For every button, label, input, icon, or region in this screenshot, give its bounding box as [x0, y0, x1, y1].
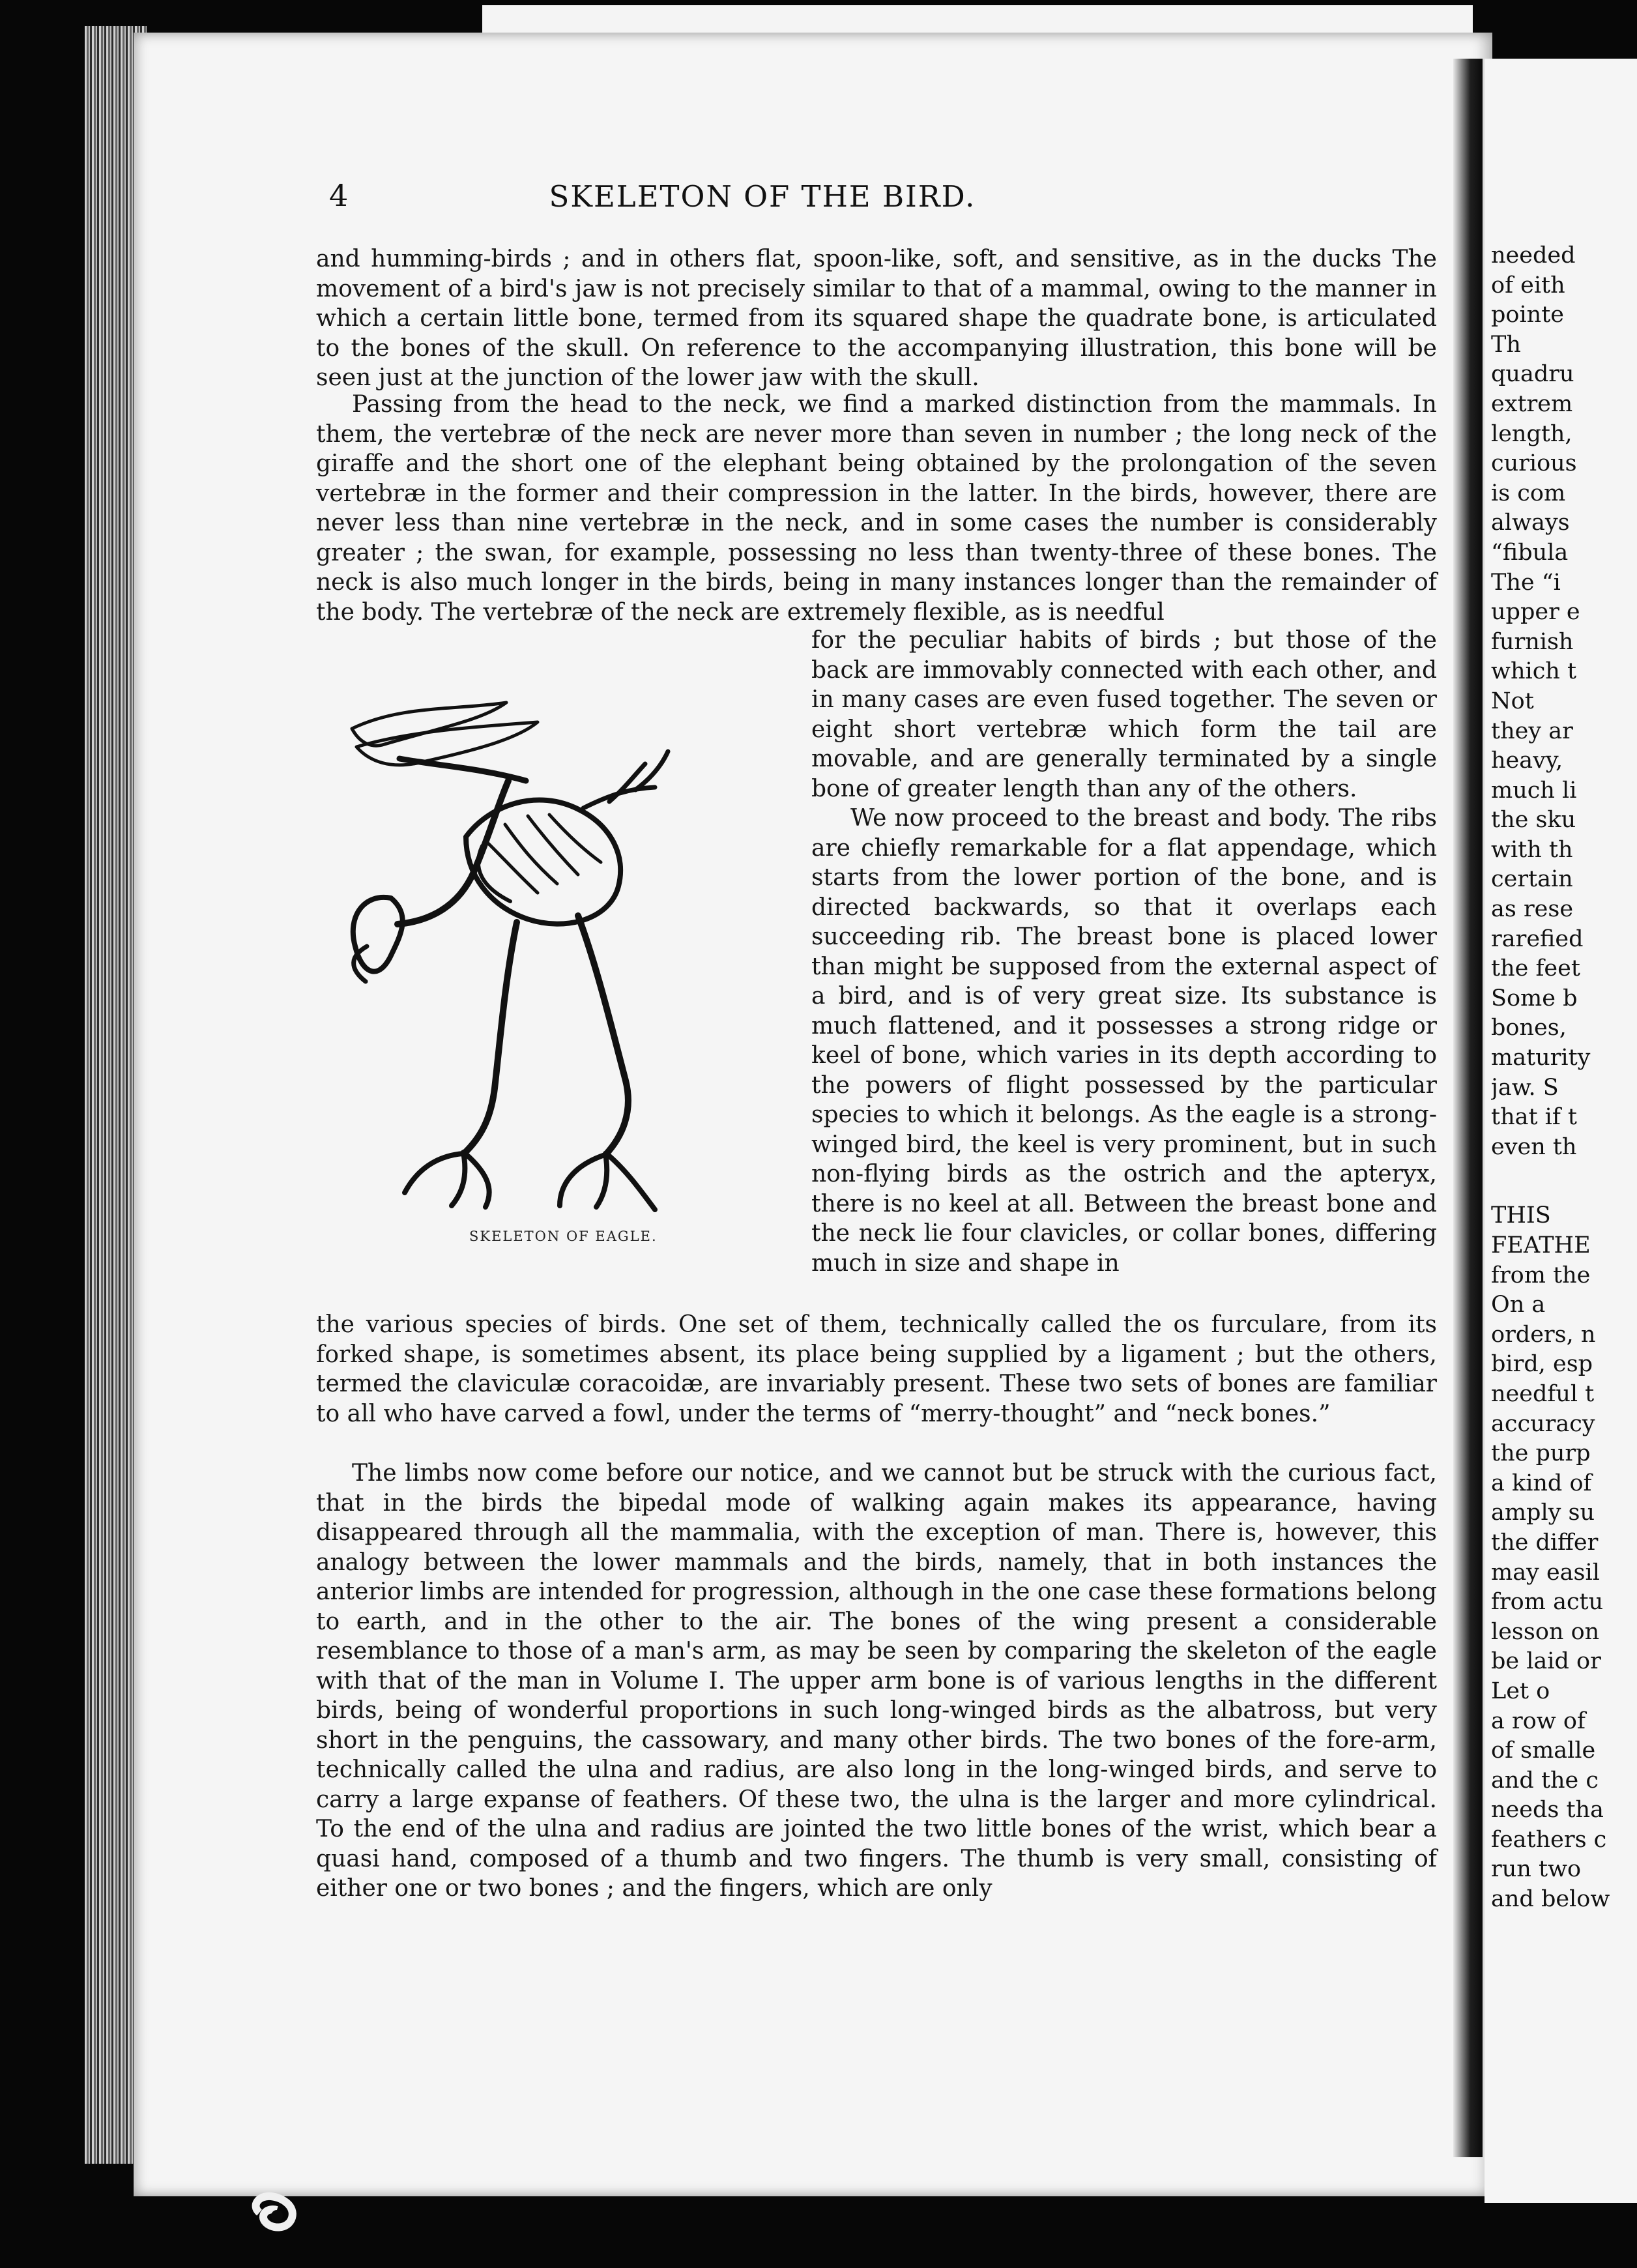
ribs: [485, 815, 601, 893]
right-page-line: upper e: [1491, 599, 1580, 626]
right-page-line: On a: [1491, 1292, 1546, 1318]
page-number: 4: [329, 178, 349, 213]
right-page-line: heavy,: [1491, 748, 1563, 774]
right-page-line: The “i: [1491, 569, 1561, 596]
right-page-line: quadru: [1491, 361, 1574, 388]
humerus-bone: [399, 759, 526, 781]
left-talon: [405, 1152, 489, 1207]
right-page-line: of eith: [1491, 272, 1565, 298]
right-page-line: maturity: [1491, 1045, 1591, 1071]
right-page-line: length,: [1491, 420, 1572, 447]
clavicles-text: the various species of birds. One set of them, technically called the os furculare, from its forked shape, is sometimes absent, its place being supplied by a ligament ; but the others, termed the claviculæ coracoidæ, are invariably present. These two sets of bones are familiar to all who have carved a fowl, under the terms of “merry-thought” and “neck bones.”: [316, 1311, 1437, 1427]
right-page-line: even th: [1491, 1133, 1577, 1160]
wrapped-text-column: [811, 626, 1437, 1278]
neck-text: Passing from the head to the neck, we find a marked distinction from the mammals. In them, the vertebræ of the neck are never more than seven in number ; the long neck of the giraffe and the short one of the elephant being obtained by the prolongation of the seven vertebræ in the former and their compression in the latter. In the birds, however, there are never less than nine vertebræ in the neck, and in some cases the number is considerably greater ; the swan, for example, possessing no less than twenty-three of these bones. The neck is also much longer in the birds, being in many instances longer than the remainder of the body. The vertebræ of the neck are extremely flexible, as is needful: [316, 391, 1437, 626]
right-page-line: they ar: [1491, 718, 1573, 744]
book-gutter: [1453, 59, 1483, 2157]
right-page-gap: [1491, 1162, 1637, 1201]
right-page-line: as rese: [1491, 896, 1574, 923]
right-page-text: [1491, 241, 1637, 1915]
right-talon: [560, 1154, 655, 1210]
right-page-line: amply su: [1491, 1500, 1595, 1526]
right-page-line: Th: [1491, 331, 1521, 358]
right-page-line: and the c: [1491, 1767, 1599, 1794]
paragraph-clavicles: [316, 1310, 1437, 1429]
right-page-line: extrem: [1491, 390, 1573, 417]
right-leg-bone: [578, 916, 628, 1155]
right-page-line: curious: [1491, 450, 1577, 477]
right-page-line: Not: [1491, 688, 1534, 714]
right-page-line: needed: [1491, 242, 1576, 269]
right-page-line: THIS: [1491, 1202, 1551, 1229]
left-leg-bone: [464, 922, 517, 1154]
right-page-line: Let o: [1491, 1678, 1550, 1704]
right-page-line: feathers c: [1491, 1826, 1607, 1853]
right-page-line: a kind of: [1491, 1470, 1592, 1496]
neck-continued-text: for the peculiar habits of birds ; but those of the back are immovably connected with each other, and in many cases are even fused together. The seven or eight short vertebræ which form the tail are movable, and are generally terminated by a single bone of greater length than any of the others.: [811, 627, 1437, 802]
opening-text: and humming-birds ; and in others flat, spoon-like, soft, and sensitive, as in the ducks The movement of a bird's jaw is not precisely similar to that of a mammal, owing to the manner in which a certain little bone, termed from its squared shape the quadrate bone, is articulated to the bones of the skull. On reference to the accompanying illustration, this bone will be seen just at the junction of the lower jaw with the skull.: [316, 246, 1437, 391]
right-page-line: which t: [1491, 658, 1577, 685]
right-page-line: bones,: [1491, 1015, 1567, 1041]
ribcage: [466, 800, 620, 923]
right-page-line: bird, esp: [1491, 1351, 1593, 1378]
right-page-line: “fibula: [1491, 539, 1569, 566]
right-page-line: is com: [1491, 480, 1566, 506]
right-page-line: from actu: [1491, 1589, 1604, 1616]
right-page-line: may easil: [1491, 1559, 1600, 1586]
right-page-line: FEATHE: [1491, 1232, 1591, 1258]
right-page-line: with th: [1491, 836, 1573, 863]
right-page-line: that if t: [1491, 1104, 1578, 1131]
right-page-line: the sku: [1491, 807, 1576, 834]
limbs-text: The limbs now come before our notice, and we cannot but be struck with the curious fact, that in the birds the bipedal mode of walking again makes its appearance, having disappeared through all the mammalia, with the exception of man. There is, however, this analogy between the lower mammals and the birds, namely, that in both instances the anterior limbs are intended for progression, although in the one case these formations belong to earth, and in the other to the air. The bones of the wing present a considerable resemblance to those of a man's arm, as may be seen by comparing the skeleton of the eagle with that of the man in Volume I. The upper arm bone is of various lengths in the different birds, being of wonderful proportions in such long-winged birds as the albatross, but very short in the penguins, the cassowary, and many other birds. The two bones of the fore-arm, technically called the ulna and radius, are also long in the long-winged birds, and serve to carry a large expanse of feathers. Of these two, the ulna is the larger and more cylindrical. To the end of the ulna and radius are jointed the two little bones of the wrist, which bear a quasi hand, composed of a thumb and two fingers. The thumb is very small, consisting of either one or two bones ; and the fingers, which are only: [316, 1460, 1437, 1902]
running-head: SKELETON OF THE BIRD.: [549, 179, 976, 214]
right-page-line: jaw. S: [1491, 1074, 1559, 1101]
right-page-line: rarefied: [1491, 925, 1584, 952]
right-page-line: much li: [1491, 777, 1577, 804]
right-page-line: the purp: [1491, 1440, 1591, 1467]
right-page-line: be laid or: [1491, 1648, 1601, 1675]
right-page-fragment: [1485, 59, 1637, 2203]
figure-caption: SKELETON OF EAGLE.: [469, 1228, 658, 1244]
paragraph-limbs: [316, 1459, 1437, 1904]
paragraph-neck: [316, 390, 1437, 627]
right-page-line: needs tha: [1491, 1797, 1604, 1824]
library-stamp-mark: [248, 2190, 303, 2235]
right-page-line: Some b: [1491, 985, 1578, 1011]
eagle-skeleton-illustration: [329, 691, 733, 1219]
right-page-line: always: [1491, 510, 1570, 536]
right-page-line: orders, n: [1491, 1321, 1596, 1348]
right-page-line: the feet: [1491, 955, 1580, 982]
right-page-line: of smalle: [1491, 1737, 1596, 1764]
neck-vertebrae: [398, 781, 508, 924]
right-page-line: pointe: [1491, 302, 1564, 328]
right-page-line: a row of: [1491, 1708, 1586, 1734]
right-page-line: accuracy: [1491, 1410, 1595, 1437]
tail-vertebrae: [583, 751, 668, 808]
right-page-line: furnish: [1491, 628, 1574, 655]
right-page-line: and below: [1491, 1886, 1610, 1913]
body-text: We now proceed to the breast and body. The ribs are chiefly remarkable for a flat appendage, which starts from the lower portion of the bone, and is directed backwards, so that it overlaps each succeeding rib. The breast bone is placed lower than might be supposed from the external aspect of a bird, and is of very great size. Its substance is much flattened, and it possesses a strong ridge or keel of bone, which varies in its depth according to the powers of flight possessed by the particular species to which it belongs. As the eagle is a strong-winged bird, the keel is very prominent, but in such non-flying birds as the ostrich and the apteryx, there is no keel at all. Between the breast bone and the neck lie four clavicles, or collar bones, differing much in size and shape in: [811, 805, 1437, 1277]
wing-bone: [352, 703, 506, 746]
paragraph-opening: [316, 244, 1437, 393]
right-page-line: run two: [1491, 1856, 1582, 1883]
right-page-line: lesson on: [1491, 1618, 1600, 1645]
right-page-line: from the: [1491, 1262, 1591, 1288]
right-page-line: the differ: [1491, 1529, 1599, 1556]
right-page-line: needful t: [1491, 1380, 1595, 1407]
right-page-line: certain: [1491, 866, 1573, 893]
skull: [353, 897, 403, 972]
